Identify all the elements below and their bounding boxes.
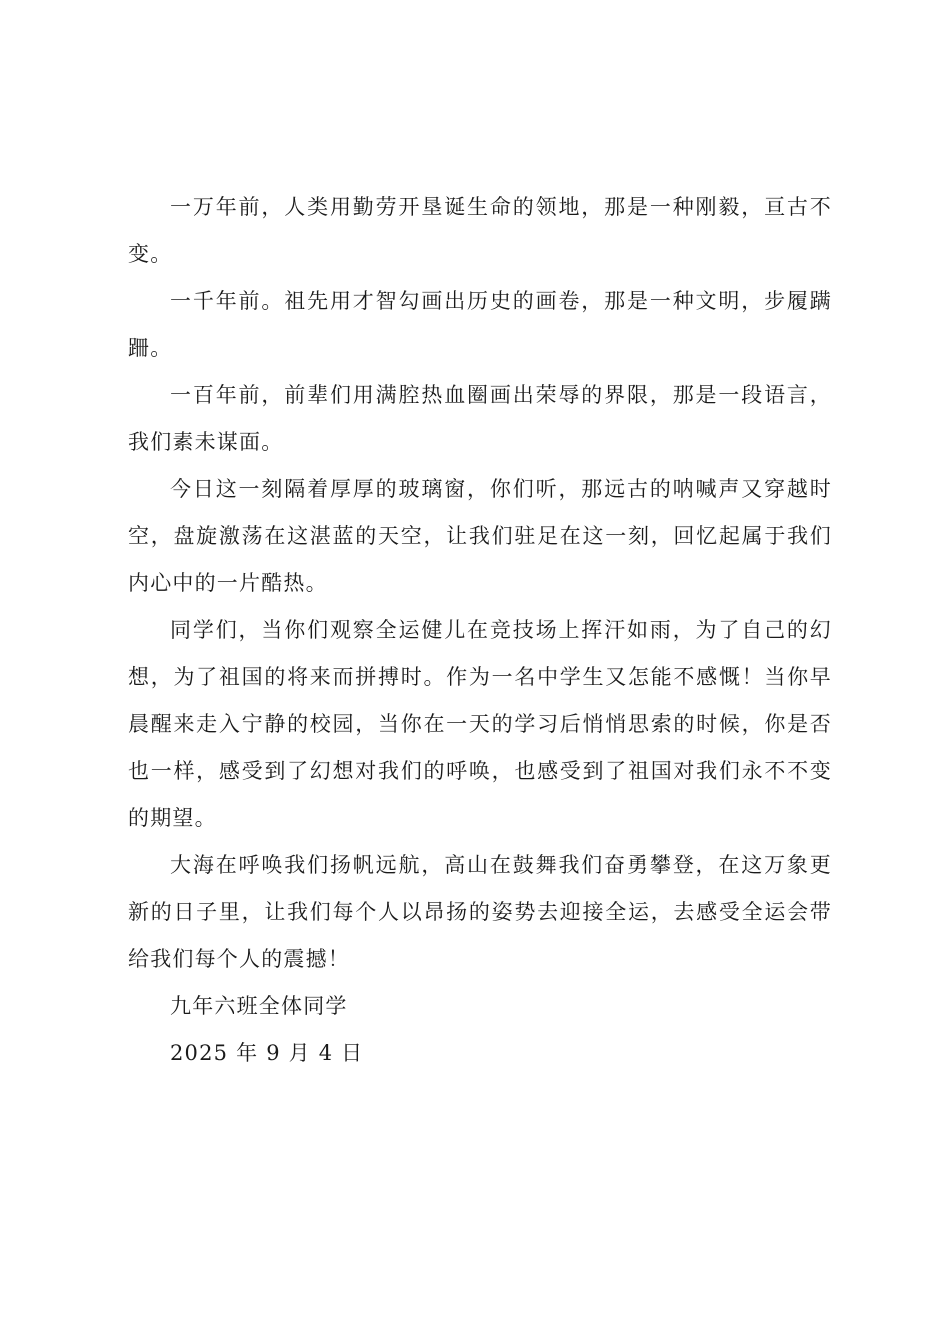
date: 2025 年 9 月 4 日: [170, 1041, 364, 1065]
signature: 九年六班全体同学: [170, 994, 348, 1018]
paragraph-1: 一万年前，人类用勤劳开垦诞生命的领地，那是一种刚毅，亘古不变。: [128, 195, 832, 266]
paragraph-6: 大海在呼唤我们扬帆远航，高山在鼓舞我们奋勇攀登，在这万象更新的日子里，让我们每个人以昂扬的姿势去迎接全运，去感受全运会带给我们每个人的震撼！: [128, 853, 832, 971]
paragraph-2: 一千年前。祖先用才智勾画出历史的画卷，那是一种文明，步履蹒跚。: [128, 289, 832, 360]
paragraph-5: 同学们，当你们观察全运健儿在竞技场上挥汗如雨，为了自己的幻想，为了祖国的将来而拼搏时。作为一名中学生又怎能不感慨！当你早晨醒来走入宁静的校园，当你在一天的学习后悄悄思索的时候，你是否也一样，感受到了幻想对我们的呼唤，也感受到了祖国对我们永不不变的期望。: [128, 618, 832, 830]
paragraph-4: 今日这一刻隔着厚厚的玻璃窗，你们听，那远古的呐喊声又穿越时空，盘旋激荡在这湛蓝的天空，让我们驻足在这一刻，回忆起属于我们内心中的一片酷热。: [128, 477, 832, 595]
document-body: [128, 184, 832, 1077]
paragraph-3: 一百年前，前辈们用满腔热血圈画出荣辱的界限，那是一段语言，我们素未谋面。: [128, 383, 832, 454]
